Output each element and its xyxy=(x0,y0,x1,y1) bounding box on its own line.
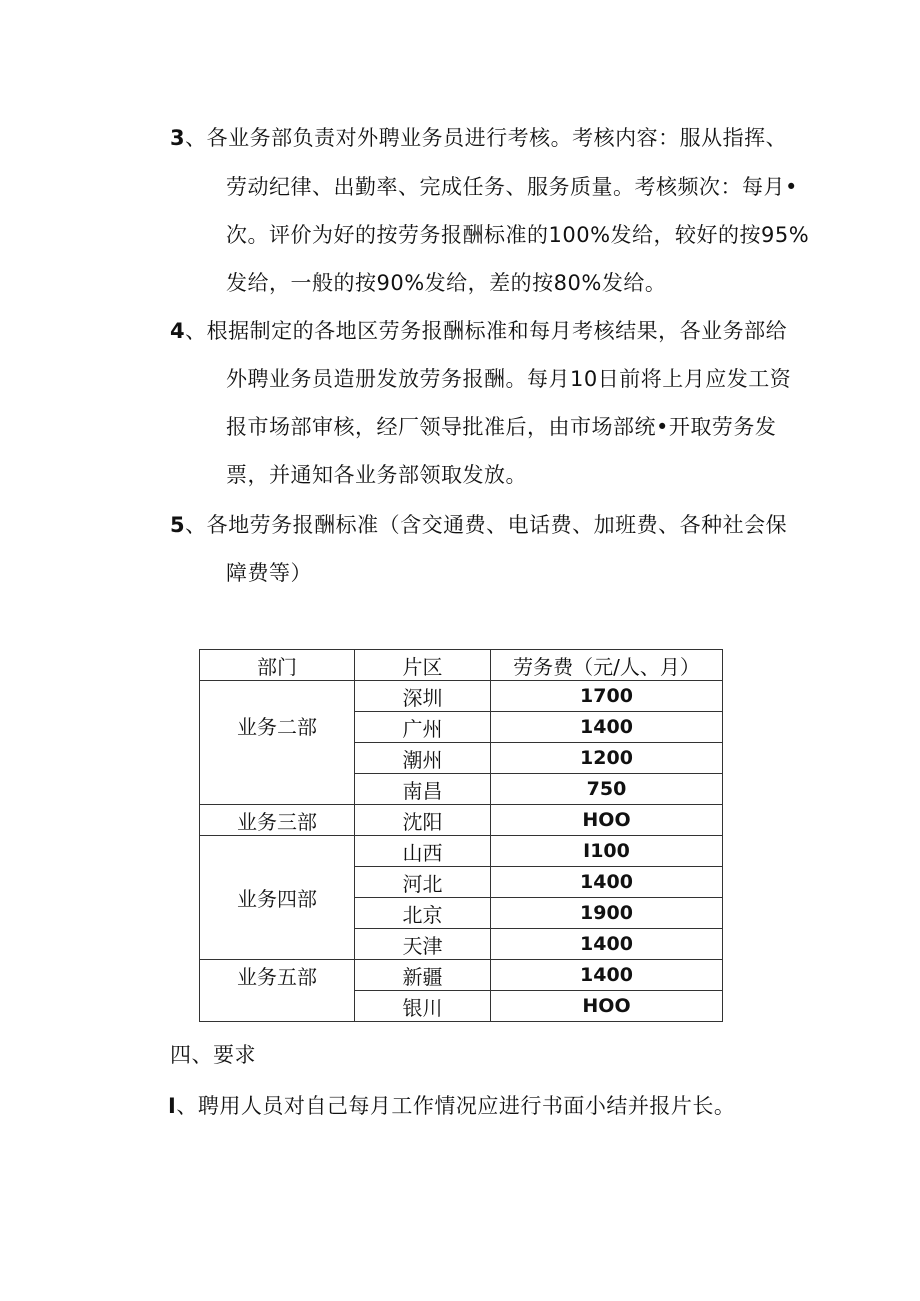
paragraph-4-line-2: 外聘业务员造册发放劳务报酬。每月10日前将上月应发工资 xyxy=(226,367,792,391)
paragraph-3-line-4: 发给，一般的按90%发给，差的按80%发给。 xyxy=(226,271,667,295)
section-heading: 四、要求 xyxy=(170,1043,256,1067)
department-cell: 业务五部 xyxy=(200,960,355,1022)
header-department: 部门 xyxy=(200,650,355,681)
fee-cell: 1900 xyxy=(491,898,723,929)
table-header-row xyxy=(200,650,723,681)
area-cell: 银川 xyxy=(355,991,491,1022)
fee-cell: HOO xyxy=(491,805,723,836)
paragraph-3-line-2: 劳动纪律、出勤率、完成任务、服务质量。考核频次：每月• xyxy=(226,175,798,199)
area-cell: 北京 xyxy=(355,898,491,929)
fee-cell: 1400 xyxy=(491,960,723,991)
department-cell: 业务二部 xyxy=(200,681,355,805)
area-cell: 深圳 xyxy=(355,681,491,712)
table-row xyxy=(200,681,723,712)
paragraph-5-number: 5 xyxy=(170,513,186,537)
header-fee: 劳务费（元/人、月） xyxy=(491,650,723,681)
fee-cell: 1200 xyxy=(491,743,723,774)
fee-cell: 1400 xyxy=(491,929,723,960)
area-cell: 山西 xyxy=(355,836,491,867)
area-cell: 南昌 xyxy=(355,774,491,805)
paragraph-4-line-4: 票，并通知各业务部领取发放。 xyxy=(226,463,527,487)
paragraph-3-line-1: 3、各业务部负责对外聘业务员进行考核。考核内容：服从指挥、 xyxy=(170,126,788,150)
paragraph-4-line-1: 4、根据制定的各地区劳务报酬标准和每月考核结果，各业务部给 xyxy=(170,319,788,343)
department-cell: 业务三部 xyxy=(200,805,355,836)
fee-cell: 1400 xyxy=(491,867,723,898)
paragraph-3-line-3: 次。评价为好的按劳务报酬标准的100%发给，较好的按95% xyxy=(226,223,810,247)
fee-cell: I100 xyxy=(491,836,723,867)
requirement-number: I xyxy=(168,1094,177,1118)
paragraph-4-line-3: 报市场部审核，经厂领导批准后，由市场部统•开取劳务发 xyxy=(226,415,777,439)
department-cell: 业务四部 xyxy=(200,836,355,960)
table-row xyxy=(200,960,723,991)
fee-cell: 1400 xyxy=(491,712,723,743)
area-cell: 潮州 xyxy=(355,743,491,774)
area-cell: 新疆 xyxy=(355,960,491,991)
area-cell: 天津 xyxy=(355,929,491,960)
requirement-text: 、聘用人员对自己每月工作情况应进行书面小结并报片长。 xyxy=(176,1094,736,1118)
table-row xyxy=(200,836,723,867)
paragraph-3-number: 3 xyxy=(170,126,186,150)
area-cell: 沈阳 xyxy=(355,805,491,836)
paragraph-5-line-2: 障费等） xyxy=(226,561,312,585)
fee-cell: HOO xyxy=(491,991,723,1022)
table-row xyxy=(200,805,723,836)
fee-cell: 750 xyxy=(491,774,723,805)
fee-cell: 1700 xyxy=(491,681,723,712)
area-cell: 广州 xyxy=(355,712,491,743)
requirement-item xyxy=(168,1091,735,1121)
paragraph-5-line-1: 5、各地劳务报酬标准（含交通费、电话费、加班费、各种社会保 xyxy=(170,513,788,537)
area-cell: 河北 xyxy=(355,867,491,898)
paragraph-4-number: 4 xyxy=(170,319,186,343)
fee-table xyxy=(199,649,723,1022)
header-area: 片区 xyxy=(355,650,491,681)
